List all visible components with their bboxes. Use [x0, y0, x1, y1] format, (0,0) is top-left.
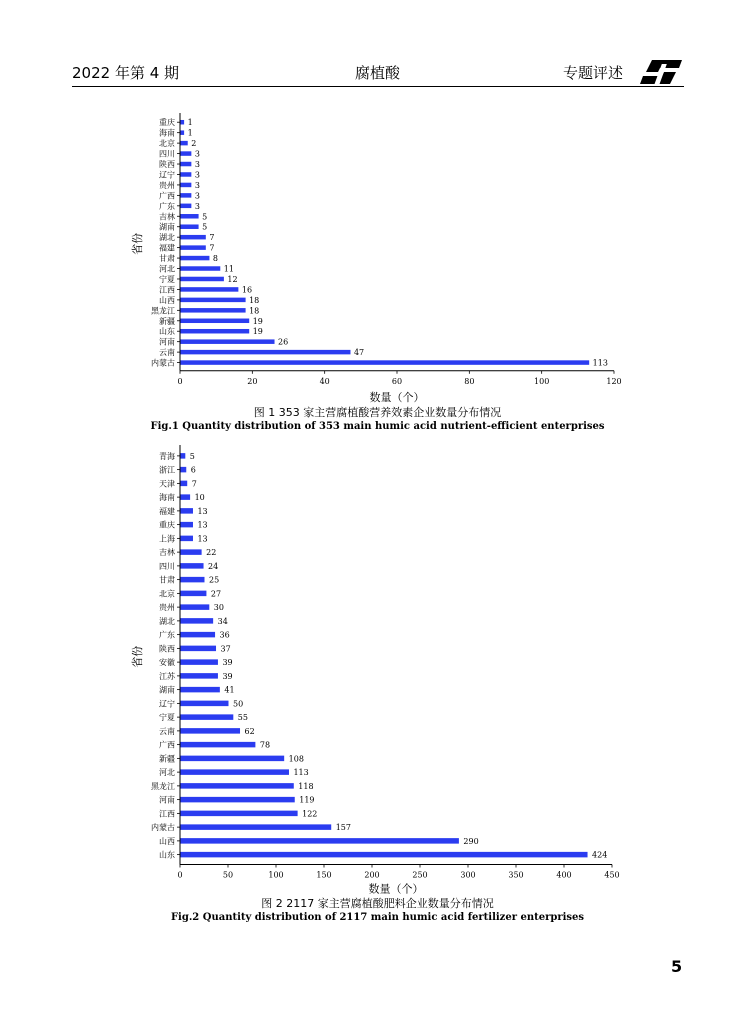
bar — [181, 536, 193, 542]
x-tick-label: 40 — [319, 376, 330, 386]
category-label: 北京 — [159, 589, 175, 599]
category-label: 北京 — [159, 139, 175, 149]
figure1-caption-en: Fig.1 Quantity distribution of 353 main humic acid nutrient-efficient enterprises — [150, 421, 605, 432]
value-label: 25 — [209, 575, 220, 585]
bar — [181, 632, 216, 638]
x-tick-label: 300 — [460, 870, 476, 880]
category-label: 天津 — [159, 479, 175, 489]
bar — [181, 563, 204, 569]
bar — [181, 339, 275, 344]
x-tick-label: 250 — [412, 870, 428, 880]
category-label: 江苏 — [159, 671, 175, 681]
category-label: 辽宁 — [159, 699, 175, 709]
x-tick-label: 20 — [247, 376, 258, 386]
category-label: 贵州 — [159, 603, 175, 613]
category-label: 上海 — [159, 534, 175, 544]
bar — [181, 646, 217, 652]
value-label: 12 — [227, 274, 238, 284]
category-label: 河南 — [159, 795, 175, 805]
bar — [181, 287, 239, 292]
category-label: 吉林 — [159, 212, 175, 222]
category-label: 内蒙古 — [151, 358, 175, 368]
category-label: 陕西 — [159, 644, 175, 654]
x-axis-title: 数量（个） — [369, 390, 425, 404]
value-label: 36 — [219, 630, 230, 640]
category-label: 湖南 — [159, 685, 175, 695]
bar — [181, 756, 285, 762]
value-label: 13 — [197, 520, 208, 530]
value-label: 122 — [302, 809, 318, 819]
bar — [181, 687, 220, 693]
journal-logo-icon — [638, 58, 684, 86]
value-label: 19 — [252, 316, 263, 326]
category-label: 河北 — [159, 264, 175, 274]
bar — [181, 797, 295, 803]
x-tick-label: 400 — [556, 870, 572, 880]
value-label: 55 — [237, 713, 248, 723]
bar — [181, 481, 188, 487]
bar — [181, 266, 221, 271]
bar — [181, 728, 241, 734]
bar — [181, 522, 193, 528]
category-label: 贵州 — [159, 180, 175, 190]
bar — [181, 141, 188, 146]
category-label: 黑龙江 — [151, 306, 175, 316]
value-label: 13 — [197, 506, 208, 516]
value-label: 30 — [213, 603, 224, 613]
value-label: 3 — [194, 191, 200, 201]
category-label: 广西 — [159, 740, 175, 750]
category-label: 江西 — [159, 809, 175, 819]
category-label: 福建 — [159, 506, 175, 516]
value-label: 41 — [224, 685, 235, 695]
bar — [181, 360, 590, 365]
category-label: 湖南 — [159, 222, 175, 232]
bar — [181, 714, 234, 720]
bar — [181, 604, 210, 610]
x-tick-label: 60 — [391, 376, 403, 386]
x-tick-label: 150 — [316, 870, 332, 880]
category-label: 辽宁 — [159, 170, 175, 180]
bar — [181, 769, 289, 775]
value-label: 118 — [298, 781, 314, 791]
value-label: 3 — [194, 170, 200, 180]
value-label: 18 — [249, 295, 260, 305]
category-label: 宁夏 — [159, 274, 175, 284]
bar — [181, 183, 192, 188]
category-label: 湖北 — [159, 233, 175, 243]
category-label: 甘肃 — [159, 254, 175, 264]
bar — [181, 329, 250, 334]
category-label: 吉林 — [159, 548, 175, 558]
bar — [181, 224, 199, 229]
value-label: 19 — [252, 327, 263, 337]
value-label: 11 — [223, 264, 234, 274]
chart-nutrient-enterprises — [0, 108, 755, 404]
category-label: 甘肃 — [159, 575, 175, 585]
value-label: 47 — [353, 348, 365, 358]
value-label: 16 — [241, 285, 253, 295]
bar — [181, 193, 192, 198]
x-axis-title: 数量（个） — [368, 882, 424, 896]
bar — [181, 453, 186, 459]
category-label: 广西 — [159, 191, 175, 201]
value-label: 108 — [288, 754, 304, 764]
value-label: 1 — [187, 128, 193, 138]
category-label: 海南 — [159, 493, 175, 503]
category-label: 内蒙古 — [151, 823, 175, 833]
value-label: 290 — [463, 836, 479, 846]
bar — [181, 838, 459, 844]
category-label: 福建 — [159, 243, 175, 253]
value-label: 3 — [194, 180, 200, 190]
category-label: 河北 — [159, 768, 175, 778]
value-label: 7 — [191, 479, 197, 489]
bar — [181, 467, 187, 473]
category-label: 河南 — [159, 337, 175, 347]
category-label: 山东 — [159, 327, 175, 337]
bar — [181, 824, 332, 830]
category-label: 海南 — [159, 128, 175, 138]
category-label: 四川 — [159, 149, 175, 159]
category-label: 广东 — [159, 201, 175, 211]
category-label: 广东 — [159, 630, 175, 640]
x-tick-label: 80 — [464, 376, 475, 386]
value-label: 5 — [202, 212, 208, 222]
bar — [181, 120, 185, 125]
value-label: 50 — [233, 699, 244, 709]
category-label: 新疆 — [159, 754, 175, 764]
header-issue: 2022 年第 4 期 — [72, 64, 180, 82]
bar — [181, 591, 207, 597]
value-label: 7 — [209, 243, 215, 253]
y-axis-title: 省份 — [131, 232, 144, 255]
bar — [181, 151, 192, 156]
bar — [181, 577, 205, 583]
x-tick-label: 100 — [534, 376, 550, 386]
value-label: 13 — [197, 534, 208, 544]
x-tick-label: 350 — [508, 870, 524, 880]
value-label: 113 — [293, 768, 309, 778]
x-tick-label: 450 — [604, 870, 620, 880]
x-tick-label: 100 — [268, 870, 284, 880]
category-label: 重庆 — [159, 118, 175, 128]
x-tick-label: 0 — [177, 376, 183, 386]
value-label: 119 — [299, 795, 315, 805]
figure1-caption-cn: 图 1 353 家主营腐植酸营养效素企业数量分布情况 — [253, 406, 502, 419]
bar — [181, 742, 256, 748]
bar — [181, 659, 218, 665]
chart-fertilizer-enterprises — [0, 443, 755, 896]
category-label: 湖北 — [159, 616, 175, 626]
x-tick-label: 120 — [606, 376, 622, 386]
category-label: 云南 — [159, 348, 175, 358]
x-tick-label: 50 — [222, 870, 234, 880]
value-label: 3 — [194, 160, 200, 170]
bar — [181, 204, 192, 209]
figure2-caption-cn: 图 2 2117 家主营腐植酸肥料企业数量分布情况 — [261, 897, 494, 910]
bar — [181, 350, 351, 355]
bar — [181, 618, 214, 624]
value-label: 157 — [335, 823, 352, 833]
category-label: 山西 — [159, 295, 175, 305]
value-label: 5 — [189, 451, 195, 461]
value-label: 34 — [217, 616, 228, 626]
value-label: 7 — [209, 233, 215, 243]
bar — [181, 673, 218, 679]
bar — [181, 308, 246, 313]
bar — [181, 783, 294, 789]
value-label: 2 — [191, 139, 197, 149]
bar — [181, 701, 229, 707]
bar — [181, 130, 185, 135]
category-label: 云南 — [159, 726, 175, 736]
category-label: 黑龙江 — [151, 781, 175, 791]
value-label: 10 — [194, 493, 205, 503]
bar — [181, 319, 250, 324]
value-label: 6 — [190, 465, 196, 475]
value-label: 26 — [278, 337, 289, 347]
bar — [181, 214, 199, 219]
y-axis-title: 省份 — [131, 645, 144, 668]
value-label: 3 — [194, 201, 200, 211]
bar — [181, 811, 298, 817]
header-section: 专题评述 — [563, 64, 624, 82]
bar — [181, 508, 193, 514]
value-label: 424 — [592, 850, 608, 860]
category-label: 重庆 — [159, 520, 175, 530]
figure2-caption-en: Fig.2 Quantity distribution of 2117 main humic acid fertilizer enterprises — [170, 912, 585, 923]
value-label: 8 — [212, 254, 219, 264]
category-label: 四川 — [159, 561, 175, 571]
value-label: 78 — [259, 740, 271, 750]
bar — [181, 549, 202, 555]
header-divider — [72, 86, 684, 87]
category-label: 山西 — [159, 836, 175, 846]
value-label: 37 — [220, 644, 231, 654]
category-label: 陕西 — [159, 160, 175, 170]
bar — [181, 245, 206, 250]
bar — [181, 494, 191, 500]
category-label: 宁夏 — [159, 713, 175, 723]
value-label: 39 — [222, 658, 233, 668]
bar — [181, 235, 206, 240]
bar — [181, 298, 246, 303]
value-label: 22 — [206, 548, 217, 558]
page-number: 5 — [671, 957, 683, 976]
value-label: 27 — [210, 589, 222, 599]
header-journal-title: 腐植酸 — [354, 64, 400, 82]
value-label: 24 — [208, 561, 219, 571]
value-label: 5 — [202, 222, 208, 232]
bar — [181, 162, 192, 167]
category-label: 青海 — [159, 451, 175, 461]
bar — [181, 852, 588, 858]
value-label: 1 — [187, 118, 193, 128]
value-label: 39 — [222, 671, 233, 681]
x-tick-label: 0 — [177, 870, 183, 880]
category-label: 山东 — [159, 850, 175, 860]
value-label: 18 — [249, 306, 260, 316]
value-label: 62 — [244, 726, 255, 736]
category-label: 新疆 — [159, 316, 175, 326]
bar — [181, 256, 210, 261]
x-tick-label: 200 — [364, 870, 380, 880]
value-label: 113 — [592, 358, 608, 368]
value-label: 3 — [194, 149, 200, 159]
category-label: 江西 — [159, 285, 175, 295]
bar — [181, 172, 192, 177]
category-label: 浙江 — [159, 465, 175, 475]
bar — [181, 277, 224, 282]
category-label: 安徽 — [159, 658, 175, 668]
